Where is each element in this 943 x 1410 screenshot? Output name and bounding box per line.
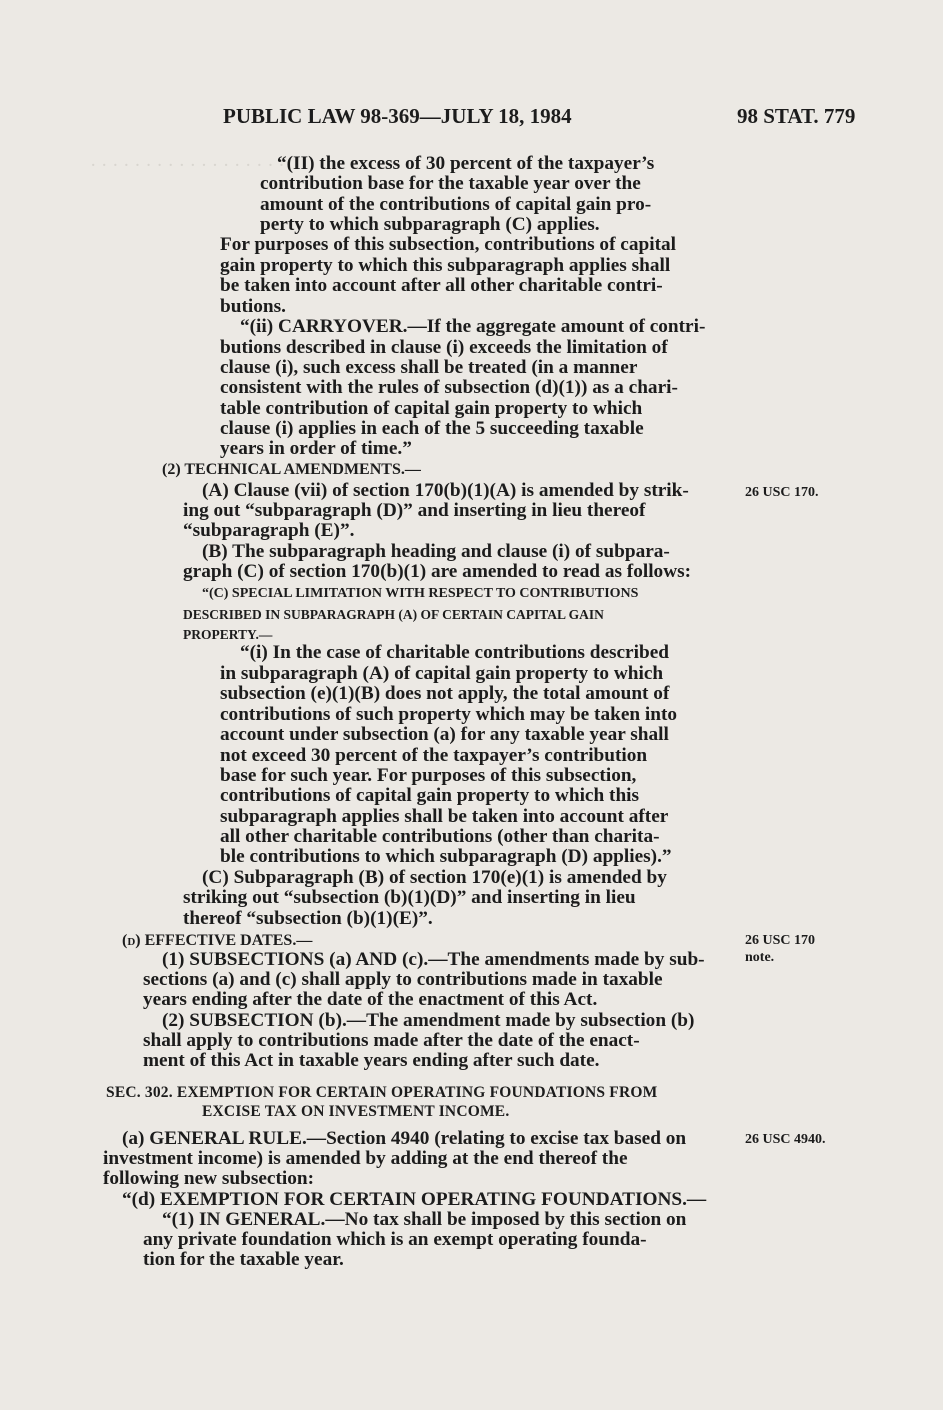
text-line: striking out “subsection (b)(1)(D)” and inserting in lieu	[183, 887, 636, 908]
text-line: (a) GENERAL RULE.—Section 4940 (relating to excise tax based on	[122, 1128, 687, 1149]
text-line: “(i) In the case of charitable contributions described	[240, 642, 669, 663]
page-header-title: PUBLIC LAW 98-369—JULY 18, 1984	[223, 104, 572, 128]
text-line: contribution base for the taxable year over the	[260, 173, 641, 194]
text-line: “(II) the excess of 30 percent of the taxpayer’s	[277, 153, 655, 174]
text-line: subsection (e)(1)(B) does not apply, the total amount of	[220, 683, 670, 704]
text-line: clause (i), such excess shall be treated (in a manner	[220, 357, 638, 378]
paragraph-heading: (2) TECHNICAL AMENDMENTS.—	[162, 461, 421, 478]
text-line: tion for the taxable year.	[143, 1249, 344, 1270]
margin-note-citation: 26 USC 170.	[745, 485, 819, 500]
text-line: years in order of time.”	[220, 438, 412, 459]
text-line: “(d) EXEMPTION FOR CERTAIN OPERATING FOUNDATIONS.—	[122, 1189, 707, 1210]
text-line: thereof “subsection (b)(1)(E)”.	[183, 908, 433, 929]
text-line: ment of this Act in taxable years ending after such date.	[143, 1050, 600, 1071]
text-line: (B) The subparagraph heading and clause (i) of subpara-	[202, 541, 670, 562]
text-line: “(ii) CARRYOVER.—If the aggregate amount of contri-	[240, 316, 706, 337]
subparagraph-heading: PROPERTY.—	[183, 627, 273, 642]
text-line: all other charitable contributions (other than charita-	[220, 826, 660, 847]
text-line: contributions of such property which may be taken into	[220, 704, 678, 725]
text-line: For purposes of this subsection, contributions of capital	[220, 234, 677, 255]
text-line: (1) SUBSECTIONS (a) AND (c).—The amendments made by sub-	[162, 949, 705, 970]
text-line: ble contributions to which subparagraph (D) applies).”	[220, 846, 672, 867]
text-line: consistent with the rules of subsection (d)(1)) as a chari-	[220, 377, 678, 398]
text-line: ing out “subparagraph (D)” and inserting in lieu thereof	[183, 500, 646, 521]
text-line: account under subsection (a) for any taxable year shall	[220, 724, 669, 745]
text-line: perty to which subparagraph (C) applies.	[260, 214, 600, 235]
text-line: be taken into account after all other charitable contri-	[220, 275, 663, 296]
section-heading-line-1: SEC. 302. EXEMPTION FOR CERTAIN OPERATING FOUNDATIONS FROM	[106, 1084, 658, 1101]
text-line: in subparagraph (A) of capital gain property to which	[220, 663, 664, 684]
text-line: table contribution of capital gain property to which	[220, 398, 643, 419]
margin-note-citation: 26 USC 170	[745, 933, 816, 948]
section-heading-line-2: EXCISE TAX ON INVESTMENT INCOME.	[202, 1103, 510, 1120]
text-line: years ending after the date of the enactment of this Act.	[143, 989, 598, 1010]
text-line: base for such year. For purposes of this subsection,	[220, 765, 637, 786]
text-line: (C) Subparagraph (B) of section 170(e)(1) is amended by	[202, 867, 667, 888]
margin-note-citation: note.	[745, 950, 775, 965]
text-line: butions.	[220, 296, 286, 317]
subsection-heading: (d) EFFECTIVE DATES.—	[122, 932, 313, 949]
text-line: not exceed 30 percent of the taxpayer’s contribution	[220, 745, 648, 766]
margin-note-citation: 26 USC 4940.	[745, 1132, 826, 1147]
bleed-through-text: · · · · · · · · · · · · · · · · · ·	[90, 155, 285, 176]
text-line: (2) SUBSECTION (b).—The amendment made by subsection (b)	[162, 1010, 695, 1031]
text-line: following new subsection:	[103, 1168, 315, 1189]
text-line: (A) Clause (vii) of section 170(b)(1)(A) is amended by strik-	[202, 480, 689, 501]
text-line: shall apply to contributions made after the date of the enact-	[143, 1030, 640, 1051]
text-line: “subparagraph (E)”.	[183, 520, 355, 541]
text-line: any private foundation which is an exempt operating founda-	[143, 1229, 647, 1250]
text-line: clause (i) applies in each of the 5 succeeding taxable	[220, 418, 644, 439]
text-line: gain property to which this subparagraph applies shall	[220, 255, 671, 276]
text-line: contributions of capital gain property to which this	[220, 785, 640, 806]
page-header-stat: 98 STAT. 779	[737, 104, 856, 128]
subparagraph-heading: “(C) SPECIAL LIMITATION WITH RESPECT TO CONTRIBUTIONS	[202, 586, 639, 601]
text-line: amount of the contributions of capital gain pro-	[260, 194, 652, 215]
text-line: sections (a) and (c) shall apply to contributions made in taxable	[143, 969, 663, 990]
subparagraph-heading: DESCRIBED IN SUBPARAGRAPH (A) OF CERTAIN CAPITAL GAIN	[183, 607, 604, 622]
text-line: investment income) is amended by adding at the end thereof the	[103, 1148, 628, 1169]
text-line: graph (C) of section 170(b)(1) are amended to read as follows:	[183, 561, 692, 582]
text-line: “(1) IN GENERAL.—No tax shall be imposed by this section on	[162, 1209, 687, 1230]
text-line: subparagraph applies shall be taken into account after	[220, 806, 669, 827]
text-line: butions described in clause (i) exceeds the limitation of	[220, 337, 668, 358]
